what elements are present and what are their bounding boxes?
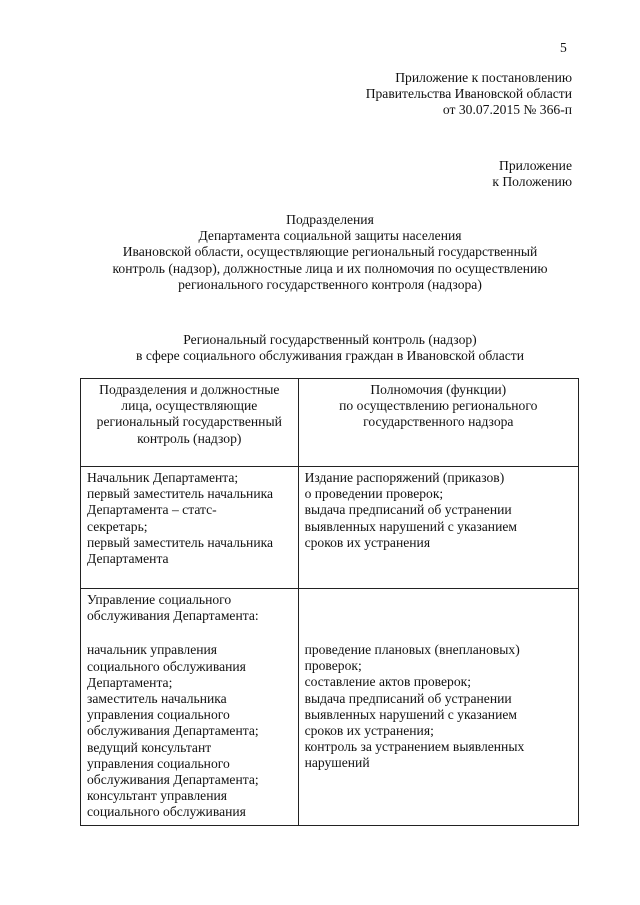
title-line: Ивановской области, осуществляющие региональный государственный	[122, 244, 538, 260]
header-line: региональный государственный	[96, 414, 282, 430]
cell-line: обслуживания Департамента;	[87, 723, 259, 739]
cell-line: контроль за устранением выявленных	[304, 739, 525, 755]
cell-line: обслуживания Департамента:	[87, 608, 259, 624]
appendix-sub-line: к Положению	[492, 174, 572, 190]
cell-line: первый заместитель начальника	[87, 486, 274, 502]
spacer	[305, 592, 572, 642]
appendix-sub-line: Приложение	[499, 158, 572, 173]
cell-line: выдача предписаний об устранении	[304, 502, 512, 518]
title-line: Департамента социальной защиты населения	[198, 228, 462, 244]
cell-line: о проведении проверок;	[304, 486, 444, 502]
cell-line: секретарь;	[87, 518, 148, 534]
section-subtitle	[80, 332, 580, 364]
title-line: регионального государственного контроля (надзора)	[178, 276, 482, 292]
row2-powers	[298, 589, 578, 826]
header-line: государственного надзора	[363, 414, 514, 430]
cell-line: управления социального	[87, 755, 230, 771]
cell-line: проверок;	[304, 658, 362, 674]
header-line: лица, осуществляющие	[121, 398, 258, 414]
cell-line: социального обслуживания	[87, 658, 246, 674]
document-title	[80, 212, 580, 293]
title-line: Подразделения	[286, 212, 374, 227]
header-line: по осуществлению регионального	[339, 398, 538, 414]
cell-line: Департамента	[87, 551, 169, 567]
page-number: 5	[560, 40, 567, 55]
header-cell-powers	[298, 379, 578, 467]
header-line: Полномочия (функции)	[370, 382, 507, 397]
appendix-header	[366, 70, 572, 119]
header-line: контроль (надзор)	[137, 430, 242, 446]
cell-line: Департамента – статс-	[87, 502, 217, 518]
table-header-row	[81, 379, 579, 467]
cell-line: составление актов проверок;	[304, 674, 471, 690]
cell-line: ведущий консультант	[87, 739, 212, 755]
cell-line: выявленных нарушений с указанием	[304, 706, 517, 722]
cell-line: Департамента;	[87, 674, 173, 690]
appendix-line: Правительства Ивановской области	[365, 86, 572, 102]
appendix-line: Приложение к постановлению	[395, 70, 572, 85]
table-row	[81, 589, 579, 826]
header-line: Подразделения и должностные	[99, 382, 280, 397]
cell-line: нарушений	[304, 755, 370, 771]
cell-line: управления социального	[87, 707, 230, 723]
cell-line: первый заместитель начальника	[87, 534, 274, 550]
appendix-line: от 30.07.2015 № 366-п	[442, 102, 572, 118]
cell-line: выявленных нарушений с указанием	[304, 518, 517, 534]
spacer	[87, 624, 292, 642]
cell-line: выдача предписаний об устранении	[304, 690, 512, 706]
subtitle-line: в сфере социального обслуживания граждан в Ивановской области	[136, 348, 524, 364]
row1-powers	[298, 467, 578, 589]
authority-table	[80, 378, 579, 826]
table-row	[81, 467, 579, 589]
cell-line: сроков их устранения;	[304, 723, 434, 739]
row2-officials	[81, 589, 299, 826]
cell-line: начальник управления	[87, 642, 218, 658]
row1-officials	[81, 467, 299, 589]
cell-line: социального обслуживания	[87, 804, 246, 820]
cell-line: Начальник Департамента;	[87, 470, 239, 485]
cell-line: сроков их устранения	[304, 534, 431, 550]
appendix-sub-header	[492, 158, 572, 190]
cell-line: проведение плановых (внеплановых)	[304, 642, 520, 657]
title-line: контроль (надзор), должностные лица и их полномочия по осуществлению	[112, 260, 548, 276]
cell-line: заместитель начальника	[87, 691, 227, 707]
header-cell-departments	[81, 379, 299, 467]
cell-line: Управление социального	[87, 592, 232, 607]
cell-line: консультант управления	[87, 788, 228, 804]
subtitle-line: Региональный государственный контроль (надзор)	[183, 332, 477, 347]
cell-line: Издание распоряжений (приказов)	[304, 470, 505, 485]
cell-line: обслуживания Департамента;	[87, 772, 259, 788]
